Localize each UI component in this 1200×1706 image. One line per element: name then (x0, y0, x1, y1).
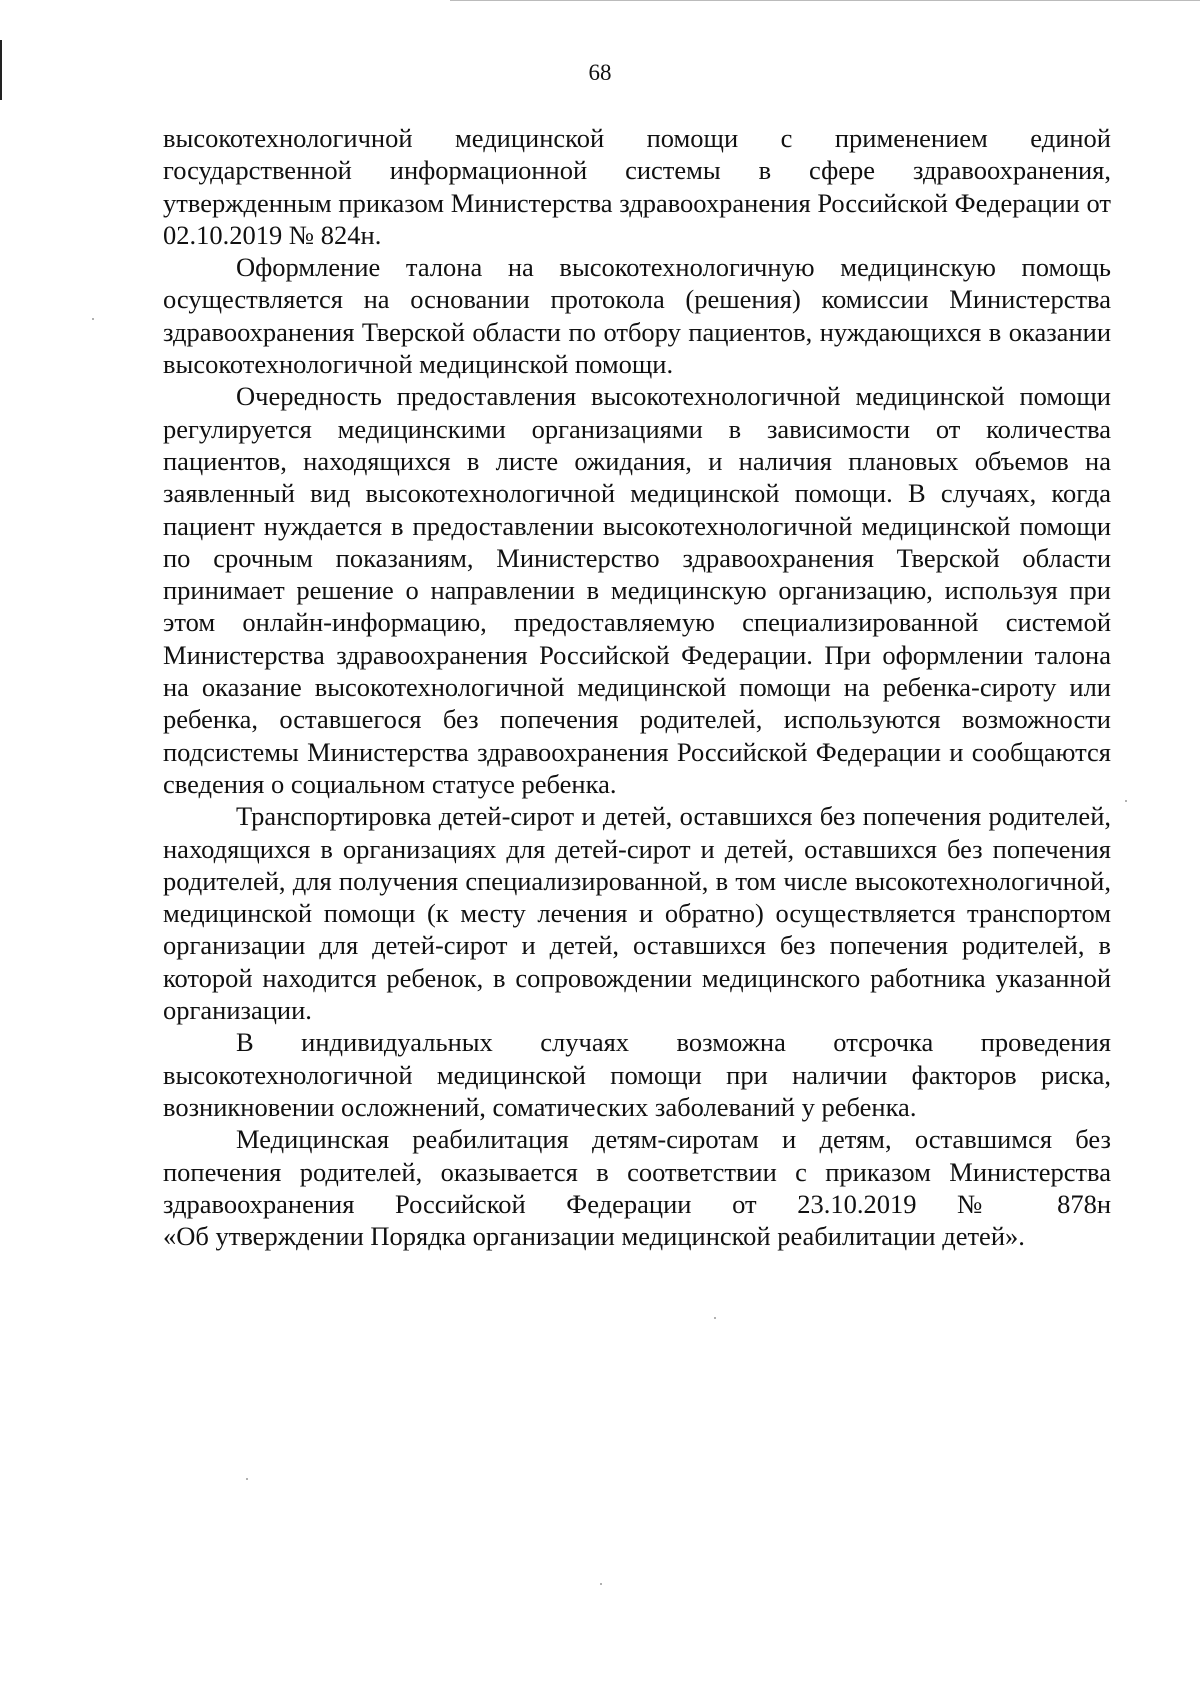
paragraph-queue-order: Очередность предоставления высокотехнологичной медицинской помощи регулируется медицинскими организациями в зависимости от количества пациентов, находящихся в листе ожидания, и наличия плановых объемов на заявленный вид высокотехнологичной медицинской помощи. В случаях, когда пациент нуждается в предоставлении высокотехнологичной медицинской помощи по срочным показаниям, Министерство здравоохранения Тверской области принимает решение о направлении в медицинскую организацию, используя при этом онлайн-информацию, предоставляемую специализированной системой Министерства здравоохранения Российской Федерации. При оформлении талона на оказание высокотехнологичной медицинской помощи на ребенка-сироту или ребенка, оставшегося без попечения родителей, используются возможности подсистемы Министерства здравоохранения Российской Федерации и сообщаются сведения о социальном статусе ребенка. (163, 381, 1111, 799)
document-body (163, 122, 1111, 1252)
page-number: 68 (588, 60, 612, 85)
scan-speck (92, 318, 94, 320)
scan-speck (246, 1478, 248, 1480)
scan-edge-top (450, 0, 1200, 1)
scan-speck (1125, 800, 1127, 802)
scan-speck (714, 1317, 716, 1319)
paragraph-transportation: Транспортировка детей-сирот и детей, оставшихся без попечения родителей, находящихся в организациях для детей-сирот и детей, оставшихся без попечения родителей, для получения специализированной, в том числе высокотехнологичной, медицинской помощи (к месту лечения и обратно) осуществляется транспортом организации для детей-сирот и детей, оставшихся без попечения родителей, в которой находится ребенок, в сопровождении медицинского работника указанной организации. (163, 801, 1111, 1026)
paragraph-rehabilitation: Медицинская реабилитация детям-сиротам и детям, оставшимся без попечения родителей, оказывается в соответствии с приказом Министерства здравоохранения Российской Федерации от 23.10.2019 № 878н (163, 1124, 1111, 1219)
scan-speck (600, 1583, 602, 1585)
paragraph-talon-registration: Оформление талона на высокотехнологичную медицинскую помощь осуществляется на основании протокола (решения) комиссии Министерства здравоохранения Тверской области по отбору пациентов, нуждающихся в оказании высокотехнологичной медицинской помощи. (163, 252, 1111, 380)
paragraph-continuation: высокотехнологичной медицинской помощи с применением единой государственной информационной системы в сфере здравоохранения, утвержденным приказом Министерства здравоохранения Российской Федерации от 02.10.2019 № 824н. (163, 123, 1111, 250)
paragraph-rehabilitation-order-title: «Об утверждении Порядка организации медицинской реабилитации детей». (163, 1221, 1025, 1252)
paragraph-postponement: В индивидуальных случаях возможна отсрочка проведения высокотехнологичной медицинской помощи при наличии факторов риска, возникновении осложнений, соматических заболеваний у ребенка. (163, 1027, 1111, 1122)
